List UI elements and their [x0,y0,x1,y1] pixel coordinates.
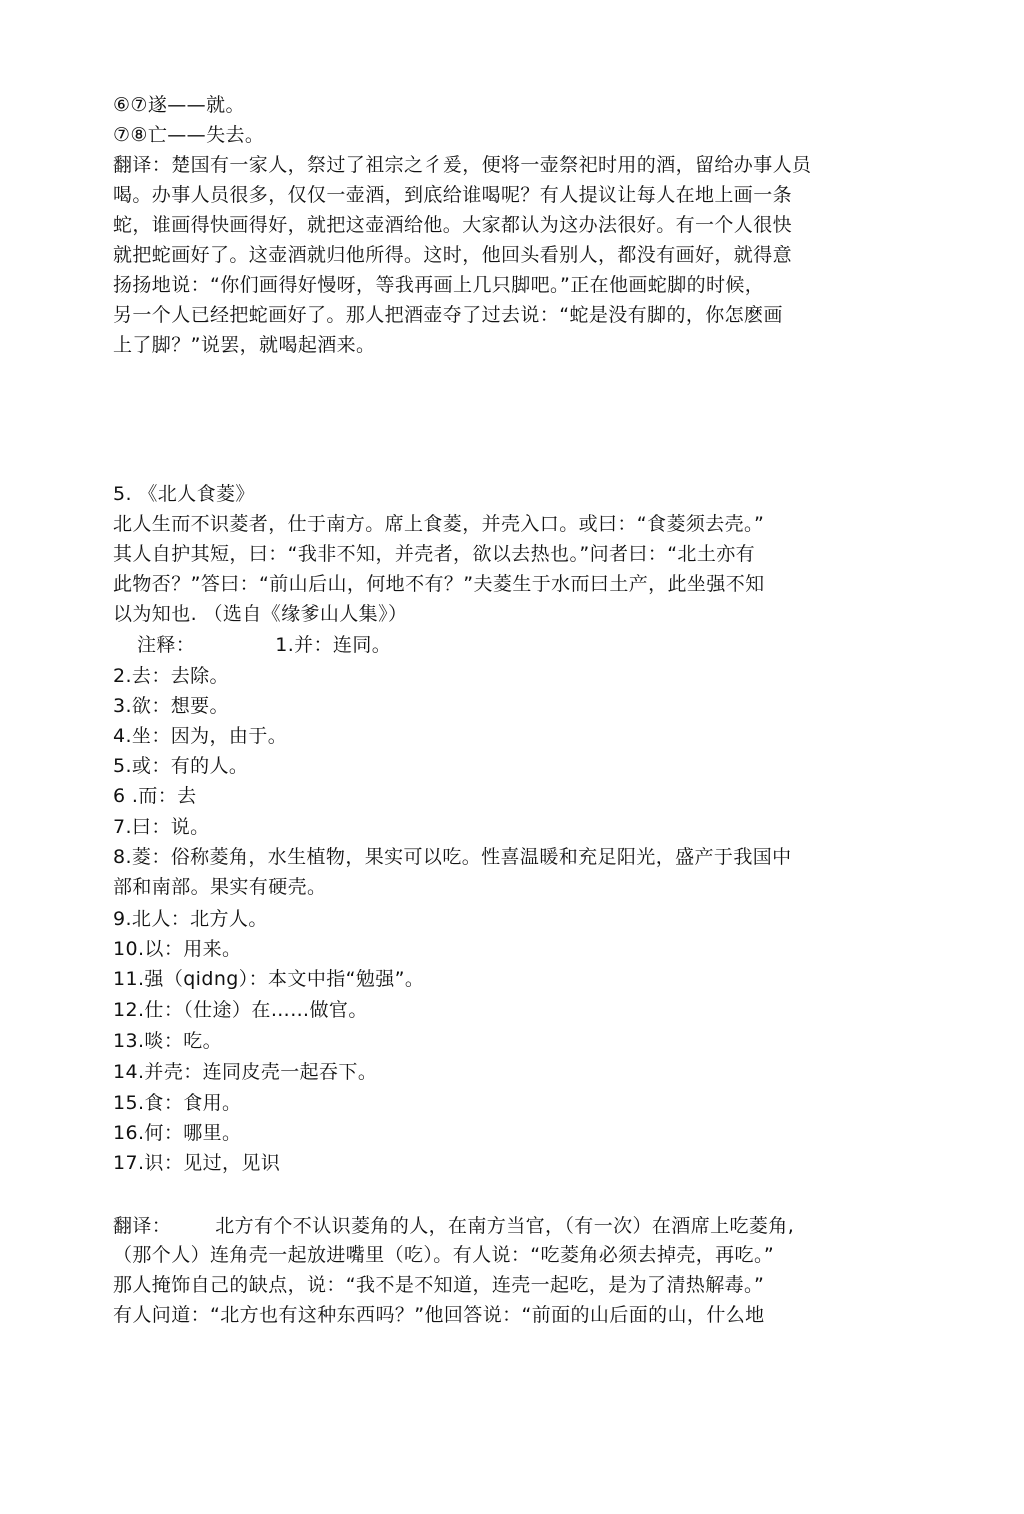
note-item: 6 .而：去 [113,785,197,807]
note-item: 13.啖：吃。 [113,1030,223,1052]
section-title: 5. 《北人食菱》 [113,483,255,505]
translation-line: 另一个人已经把蛇画好了。那人把酒壶夺了过去说：“蛇是没有脚的，你怎麽画 [113,304,783,326]
note-item: 15.食：食用。 [113,1092,242,1114]
note-item: 12.仕：（仕途）在……做官。 [113,999,368,1021]
translation-line: 有人问道：“北方也有这种东西吗？”他回答说：“前面的山后面的山，什么地 [113,1304,765,1326]
note-item: 7.曰：说。 [113,816,210,838]
note-item: 16.何：哪里。 [113,1122,242,1144]
translation-line: 翻译：楚国有一家人，祭过了祖宗之彳爰，便将一壶祭祀时用的酒，留给办事人员 [113,154,812,176]
note-item: 4.坐：因为，由于。 [113,725,288,747]
text-line: 其人自护其短，曰：“我非不知，并壳者，欲以去热也。”问者曰：“北土亦有 [113,543,756,565]
text-line: 北人生而不识菱者，仕于南方。席上食菱，并壳入口。或曰：“食菱须去壳。” [113,513,765,535]
note-item: 3.欲：想要。 [113,695,229,717]
note-item: 部和南部。果实有硬壳。 [113,876,327,898]
note-item: 8.菱：俗称菱角，水生植物，果实可以吃。性喜温暖和充足阳光，盛产于我国中 [113,846,792,868]
translation-line: 蛇，谁画得快画得好，就把这壶酒给他。大家都认为这办法很好。有一个人很快 [113,214,793,236]
note-item: 10.以：用来。 [113,938,242,960]
translation-line: （那个人）连角壳一起放进嘴里（吃）。有人说：“吃菱角必须去掉壳，再吃。” [113,1244,775,1266]
note-line: ⑥⑦遂——就。 [113,94,245,116]
translation-line: 扬扬地说：“你们画得好慢呀，等我再画上几只脚吧。”正在他画蛇脚的时候， [113,274,765,296]
note-item: 9.北人：北方人。 [113,908,268,930]
note-item: 5.或：有的人。 [113,755,249,777]
note-item: 14.并壳：连同皮壳一起吞下。 [113,1061,378,1083]
note-item: 11.强（qidng）：本文中指“勉强”。 [113,968,425,990]
text-line: 以为知也. （选自《缘爹山人集》） [113,603,408,625]
translation-line: 那人掩饰自己的缺点，说：“我不是不知道，连壳一起吃，是为了清热解毒。” [113,1274,765,1296]
note-item: 17.识：见过，见识 [113,1152,281,1174]
translation-line: 上了脚？”说罢，就喝起酒来。 [113,334,376,356]
translation-line: 喝。办事人员很多，仅仅一壶酒，到底给谁喝呢？有人提议让每人在地上画一条 [113,184,793,206]
translation-label: 翻译： [113,1215,172,1237]
text-line: 此物否？”答曰：“前山后山，何地不有？”夫菱生于水而曰土产，此坐强不知 [113,573,765,595]
notes-heading [137,630,391,660]
translation-heading [113,1211,794,1241]
translation-line: 就把蛇画好了。这壶酒就归他所得。这时，他回头看别人，都没有画好，就得意 [113,244,793,266]
notes-label: 注释： [137,634,196,656]
note-item: 2.去：去除。 [113,665,229,687]
note-line: ⑦⑧亡——失去。 [113,124,265,146]
note-item: 1.并：连同。 [275,634,392,656]
translation-line: 北方有个不认识菱角的人，在南方当官，（有一次）在酒席上吃菱角, [215,1215,795,1237]
